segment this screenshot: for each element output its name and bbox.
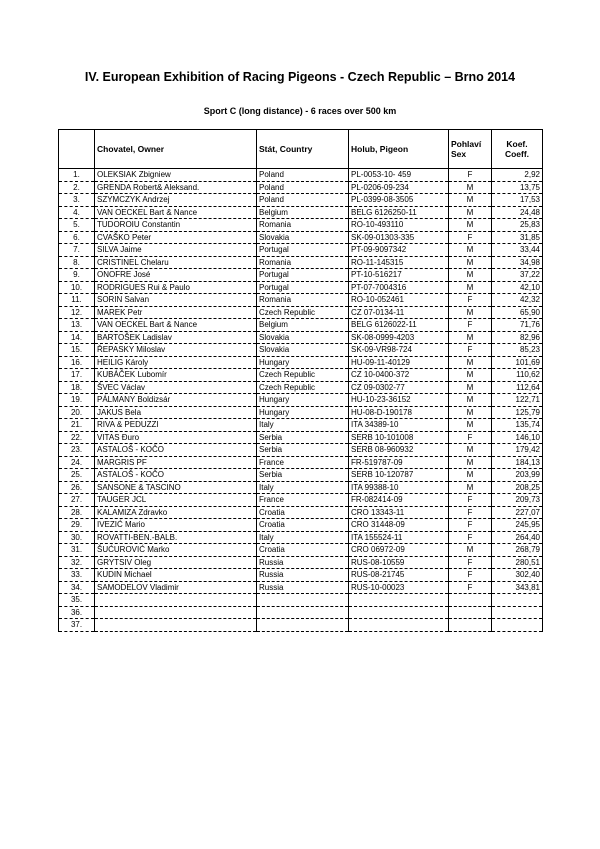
table-row <box>59 244 543 257</box>
row-pigeon <box>349 619 449 632</box>
row-pigeon: BELG 6126022-11 <box>349 319 449 332</box>
table-row <box>59 544 543 557</box>
row-rank: 7. <box>59 244 95 257</box>
row-sex: M <box>449 194 492 207</box>
row-pigeon: ITA 155524-11 <box>349 531 449 544</box>
row-sex: M <box>449 419 492 432</box>
row-pigeon: SK-09-01303-335 <box>349 231 449 244</box>
row-owner: ASTALOŠ - KOČO <box>95 469 257 482</box>
row-sex: F <box>449 519 492 532</box>
row-country: Poland <box>257 181 349 194</box>
row-coeff: 34,98 <box>492 256 543 269</box>
row-pigeon: RO-10-052461 <box>349 294 449 307</box>
row-pigeon: HU-09-11-40129 <box>349 356 449 369</box>
row-coeff: 208,25 <box>492 481 543 494</box>
row-rank: 21. <box>59 419 95 432</box>
row-owner: TUDOROIU Constantin <box>95 219 257 232</box>
table-body <box>59 169 543 632</box>
row-country: Russia <box>257 569 349 582</box>
row-owner: JAKUS Bela <box>95 406 257 419</box>
row-coeff: 2,92 <box>492 169 543 182</box>
table-row <box>59 556 543 569</box>
row-coeff: 245,95 <box>492 519 543 532</box>
row-pigeon: RUS-08-21745 <box>349 569 449 582</box>
row-pigeon: ITA 34389-10 <box>349 419 449 432</box>
row-sex: M <box>449 306 492 319</box>
row-rank: 19. <box>59 394 95 407</box>
table-row <box>59 381 543 394</box>
row-coeff: 82,96 <box>492 331 543 344</box>
row-coeff <box>492 594 543 607</box>
row-country: Croatia <box>257 506 349 519</box>
row-owner: ŠUĆUROVIĆ Marko <box>95 544 257 557</box>
row-pigeon: ITA 99388-10 <box>349 481 449 494</box>
header-country: Stát, Country <box>257 130 349 169</box>
row-owner: CVAŠKO Peter <box>95 231 257 244</box>
document-title: IV. European Exhibition of Racing Pigeons - Czech Republic – Brno 2014 <box>84 70 516 84</box>
row-sex: M <box>449 481 492 494</box>
row-rank: 22. <box>59 431 95 444</box>
table-row <box>59 494 543 507</box>
row-rank: 15. <box>59 344 95 357</box>
row-rank: 28. <box>59 506 95 519</box>
row-country: Poland <box>257 169 349 182</box>
row-owner: KUDIN Michael <box>95 569 257 582</box>
row-rank: 16. <box>59 356 95 369</box>
row-coeff: 110,62 <box>492 369 543 382</box>
row-coeff: 203,99 <box>492 469 543 482</box>
table-row <box>59 469 543 482</box>
row-rank: 3. <box>59 194 95 207</box>
row-sex: F <box>449 556 492 569</box>
table-row <box>59 206 543 219</box>
row-sex: F <box>449 294 492 307</box>
row-owner: PÁLMANY Boldizsár <box>95 394 257 407</box>
table-row <box>59 606 543 619</box>
row-rank: 13. <box>59 319 95 332</box>
row-coeff: 135,74 <box>492 419 543 432</box>
row-owner: HEILIG Károly <box>95 356 257 369</box>
row-country: Hungary <box>257 394 349 407</box>
row-owner: RODRIGUES Rui & Paulo <box>95 281 257 294</box>
row-rank: 34. <box>59 581 95 594</box>
header-rank <box>59 130 95 169</box>
row-owner: IVEZIĆ Mario <box>95 519 257 532</box>
row-pigeon: PL-0206-09-234 <box>349 181 449 194</box>
row-pigeon: SERB 10-120787 <box>349 469 449 482</box>
row-coeff: 31,85 <box>492 231 543 244</box>
header-sex <box>449 130 492 169</box>
row-sex: F <box>449 231 492 244</box>
row-coeff: 101,69 <box>492 356 543 369</box>
row-owner: VAN OECKEL Bart & Nance <box>95 206 257 219</box>
row-country: France <box>257 494 349 507</box>
row-country: Russia <box>257 556 349 569</box>
row-pigeon: HU-08-D-190178 <box>349 406 449 419</box>
row-rank: 17. <box>59 369 95 382</box>
table-row <box>59 344 543 357</box>
row-sex: M <box>449 269 492 282</box>
row-country: Italy <box>257 419 349 432</box>
row-pigeon: PL-0399-08-3505 <box>349 194 449 207</box>
table-row <box>59 294 543 307</box>
row-sex <box>449 606 492 619</box>
row-owner: ROVATTI-BEN.-BALB. <box>95 531 257 544</box>
row-country: Italy <box>257 481 349 494</box>
row-country: Czech Republic <box>257 381 349 394</box>
table-row <box>59 594 543 607</box>
row-owner: GRYTSIV Oleg <box>95 556 257 569</box>
row-sex: M <box>449 206 492 219</box>
row-sex: M <box>449 219 492 232</box>
header-coeff <box>492 130 543 169</box>
row-sex: M <box>449 331 492 344</box>
row-sex: M <box>449 369 492 382</box>
row-owner: SZYMCZYK Andrzej <box>95 194 257 207</box>
row-country: Portugal <box>257 244 349 257</box>
row-rank: 27. <box>59 494 95 507</box>
row-owner: TAUGER JCL <box>95 494 257 507</box>
row-country: Croatia <box>257 544 349 557</box>
row-coeff: 65,90 <box>492 306 543 319</box>
row-sex: M <box>449 256 492 269</box>
row-owner: GRENDA Robert& Aleksand. <box>95 181 257 194</box>
row-coeff: 209,73 <box>492 494 543 507</box>
table-row <box>59 406 543 419</box>
row-sex: F <box>449 506 492 519</box>
row-rank: 37. <box>59 619 95 632</box>
results-table <box>58 129 543 632</box>
row-coeff: 268,79 <box>492 544 543 557</box>
row-pigeon: SERB 10-101008 <box>349 431 449 444</box>
row-owner: ASTALOŠ - KOČO <box>95 444 257 457</box>
row-country: Russia <box>257 581 349 594</box>
row-country: Hungary <box>257 356 349 369</box>
table-row <box>59 356 543 369</box>
row-sex: F <box>449 569 492 582</box>
table-row <box>59 394 543 407</box>
header-pigeon: Holub, Pigeon <box>349 130 449 169</box>
header-coeff-line1: Koef. <box>506 139 528 149</box>
row-coeff <box>492 619 543 632</box>
row-rank: 31. <box>59 544 95 557</box>
row-owner: VAN OECKEL Bart & Nance <box>95 319 257 332</box>
row-coeff: 24,48 <box>492 206 543 219</box>
table-row <box>59 319 543 332</box>
document-subtitle: Sport C (long distance) - 6 races over 500 km <box>203 106 397 116</box>
row-sex: M <box>449 281 492 294</box>
row-owner: ŠVEC Václav <box>95 381 257 394</box>
row-sex: F <box>449 319 492 332</box>
row-sex: M <box>449 406 492 419</box>
row-sex: M <box>449 444 492 457</box>
header-sex-line2: Sex <box>451 149 467 159</box>
row-coeff: 122,71 <box>492 394 543 407</box>
row-country: Serbia <box>257 444 349 457</box>
row-country: France <box>257 456 349 469</box>
row-rank: 32. <box>59 556 95 569</box>
row-country: Poland <box>257 194 349 207</box>
row-pigeon: RO-11-145315 <box>349 256 449 269</box>
row-pigeon: SK-09-VR98-724 <box>349 344 449 357</box>
row-rank: 35. <box>59 594 95 607</box>
row-coeff: 42,10 <box>492 281 543 294</box>
row-rank: 6. <box>59 231 95 244</box>
row-sex: M <box>449 544 492 557</box>
table-row <box>59 569 543 582</box>
row-country: Serbia <box>257 469 349 482</box>
row-coeff: 17,53 <box>492 194 543 207</box>
table-row <box>59 169 543 182</box>
header-coeff-line2: Coeff. <box>504 149 530 159</box>
row-rank: 8. <box>59 256 95 269</box>
table-row <box>59 306 543 319</box>
row-country <box>257 619 349 632</box>
row-rank: 29. <box>59 519 95 532</box>
row-rank: 20. <box>59 406 95 419</box>
row-country: Croatia <box>257 519 349 532</box>
table-row <box>59 331 543 344</box>
row-pigeon: CRO 06972-09 <box>349 544 449 557</box>
row-pigeon: CZ 07-0134-11 <box>349 306 449 319</box>
row-coeff: 85,23 <box>492 344 543 357</box>
table-row <box>59 419 543 432</box>
row-owner: SAMODELOV Vladimir <box>95 581 257 594</box>
table-row <box>59 506 543 519</box>
row-pigeon: CRO 13343-11 <box>349 506 449 519</box>
row-rank: 18. <box>59 381 95 394</box>
row-pigeon: RUS-10-00023 <box>349 581 449 594</box>
row-coeff: 343,81 <box>492 581 543 594</box>
row-owner <box>95 619 257 632</box>
row-coeff: 112,64 <box>492 381 543 394</box>
table-row <box>59 531 543 544</box>
row-rank: 4. <box>59 206 95 219</box>
row-rank: 9. <box>59 269 95 282</box>
row-country: Serbia <box>257 431 349 444</box>
row-pigeon: FR-519787-09 <box>349 456 449 469</box>
row-pigeon: RUS-08-10559 <box>349 556 449 569</box>
row-country: Belgium <box>257 206 349 219</box>
row-country: Slovakia <box>257 331 349 344</box>
header-sex-line1: Pohlaví <box>451 139 482 149</box>
row-owner: CRISTINEL Chelaru <box>95 256 257 269</box>
row-coeff: 13,75 <box>492 181 543 194</box>
row-sex: F <box>449 494 492 507</box>
row-rank: 11. <box>59 294 95 307</box>
row-pigeon: BELG 6126250-11 <box>349 206 449 219</box>
row-coeff: 71,76 <box>492 319 543 332</box>
table-row <box>59 431 543 444</box>
row-rank: 23. <box>59 444 95 457</box>
row-coeff: 179,42 <box>492 444 543 457</box>
row-owner: ŘEPASKY Miloslav <box>95 344 257 357</box>
row-owner: KUBÁČEK Lubomír <box>95 369 257 382</box>
row-rank: 5. <box>59 219 95 232</box>
row-sex: F <box>449 169 492 182</box>
row-country: Italy <box>257 531 349 544</box>
row-country <box>257 594 349 607</box>
row-pigeon: PL-0053-10- 459 <box>349 169 449 182</box>
table-row <box>59 181 543 194</box>
row-coeff: 146,10 <box>492 431 543 444</box>
row-pigeon: FR-082414-09 <box>349 494 449 507</box>
row-owner: MARGRIS PF <box>95 456 257 469</box>
row-coeff: 302,40 <box>492 569 543 582</box>
row-sex: M <box>449 456 492 469</box>
row-rank: 30. <box>59 531 95 544</box>
row-rank: 33. <box>59 569 95 582</box>
row-pigeon: CRO 31448-09 <box>349 519 449 532</box>
row-sex <box>449 594 492 607</box>
row-sex: F <box>449 581 492 594</box>
row-owner: RIVA & PEDUZZI <box>95 419 257 432</box>
row-sex: M <box>449 244 492 257</box>
row-country: Czech Republic <box>257 369 349 382</box>
row-rank: 36. <box>59 606 95 619</box>
table-row <box>59 369 543 382</box>
table-row <box>59 456 543 469</box>
row-rank: 10. <box>59 281 95 294</box>
row-pigeon <box>349 606 449 619</box>
row-sex: M <box>449 394 492 407</box>
row-coeff: 227,07 <box>492 506 543 519</box>
row-owner: SILVA Jaime <box>95 244 257 257</box>
table-row <box>59 231 543 244</box>
row-sex: M <box>449 356 492 369</box>
row-country: Hungary <box>257 406 349 419</box>
row-country: Slovakia <box>257 231 349 244</box>
row-sex: F <box>449 431 492 444</box>
row-coeff: 33,44 <box>492 244 543 257</box>
table-row <box>59 256 543 269</box>
table-row <box>59 481 543 494</box>
table-row <box>59 444 543 457</box>
row-country: Belgium <box>257 319 349 332</box>
row-owner: MAREK Petr <box>95 306 257 319</box>
row-rank: 24. <box>59 456 95 469</box>
row-owner: SORIN Salvan <box>95 294 257 307</box>
row-sex: F <box>449 531 492 544</box>
row-pigeon: CZ 10-0400-372 <box>349 369 449 382</box>
row-pigeon <box>349 594 449 607</box>
row-owner <box>95 594 257 607</box>
table-row <box>59 619 543 632</box>
row-rank: 14. <box>59 331 95 344</box>
row-rank: 2. <box>59 181 95 194</box>
table-row <box>59 219 543 232</box>
table-row <box>59 519 543 532</box>
table-row <box>59 269 543 282</box>
table-row <box>59 581 543 594</box>
row-sex: M <box>449 181 492 194</box>
row-sex <box>449 619 492 632</box>
row-coeff: 280,51 <box>492 556 543 569</box>
row-coeff: 125,79 <box>492 406 543 419</box>
row-sex: M <box>449 469 492 482</box>
row-rank: 25. <box>59 469 95 482</box>
row-pigeon: PT-09-9097342 <box>349 244 449 257</box>
row-country: Romania <box>257 219 349 232</box>
row-coeff: 37,22 <box>492 269 543 282</box>
row-sex: F <box>449 344 492 357</box>
table-row <box>59 281 543 294</box>
row-rank: 12. <box>59 306 95 319</box>
row-coeff: 264,40 <box>492 531 543 544</box>
row-sex: M <box>449 381 492 394</box>
row-pigeon: PT-07-7004316 <box>349 281 449 294</box>
row-owner: VITAS Đuro <box>95 431 257 444</box>
row-rank: 26. <box>59 481 95 494</box>
row-coeff <box>492 606 543 619</box>
row-country: Slovakia <box>257 344 349 357</box>
row-country: Portugal <box>257 281 349 294</box>
row-coeff: 42,32 <box>492 294 543 307</box>
row-owner: SANSONE & TASCINO <box>95 481 257 494</box>
row-country: Portugal <box>257 269 349 282</box>
row-country: Romania <box>257 294 349 307</box>
row-owner: KALAMIZA Zdravko <box>95 506 257 519</box>
row-country <box>257 606 349 619</box>
row-pigeon: PT-10-516217 <box>349 269 449 282</box>
row-pigeon: CZ 09-0302-77 <box>349 381 449 394</box>
header-owner: Chovatel, Owner <box>95 130 257 169</box>
table-header-row <box>59 130 543 169</box>
row-owner: ONOFRE José <box>95 269 257 282</box>
row-owner: OLEKSIAK Zbigniew <box>95 169 257 182</box>
row-pigeon: RO-10-493110 <box>349 219 449 232</box>
row-rank: 1. <box>59 169 95 182</box>
row-pigeon: HU-10-23-36152 <box>349 394 449 407</box>
row-owner <box>95 606 257 619</box>
row-pigeon: SK-08-0999-4203 <box>349 331 449 344</box>
row-pigeon: SERB 08-960932 <box>349 444 449 457</box>
row-coeff: 184,13 <box>492 456 543 469</box>
row-owner: BARTOŠEK Ladislav <box>95 331 257 344</box>
row-country: Romania <box>257 256 349 269</box>
table-row <box>59 194 543 207</box>
row-coeff: 25,83 <box>492 219 543 232</box>
row-country: Czech Republic <box>257 306 349 319</box>
